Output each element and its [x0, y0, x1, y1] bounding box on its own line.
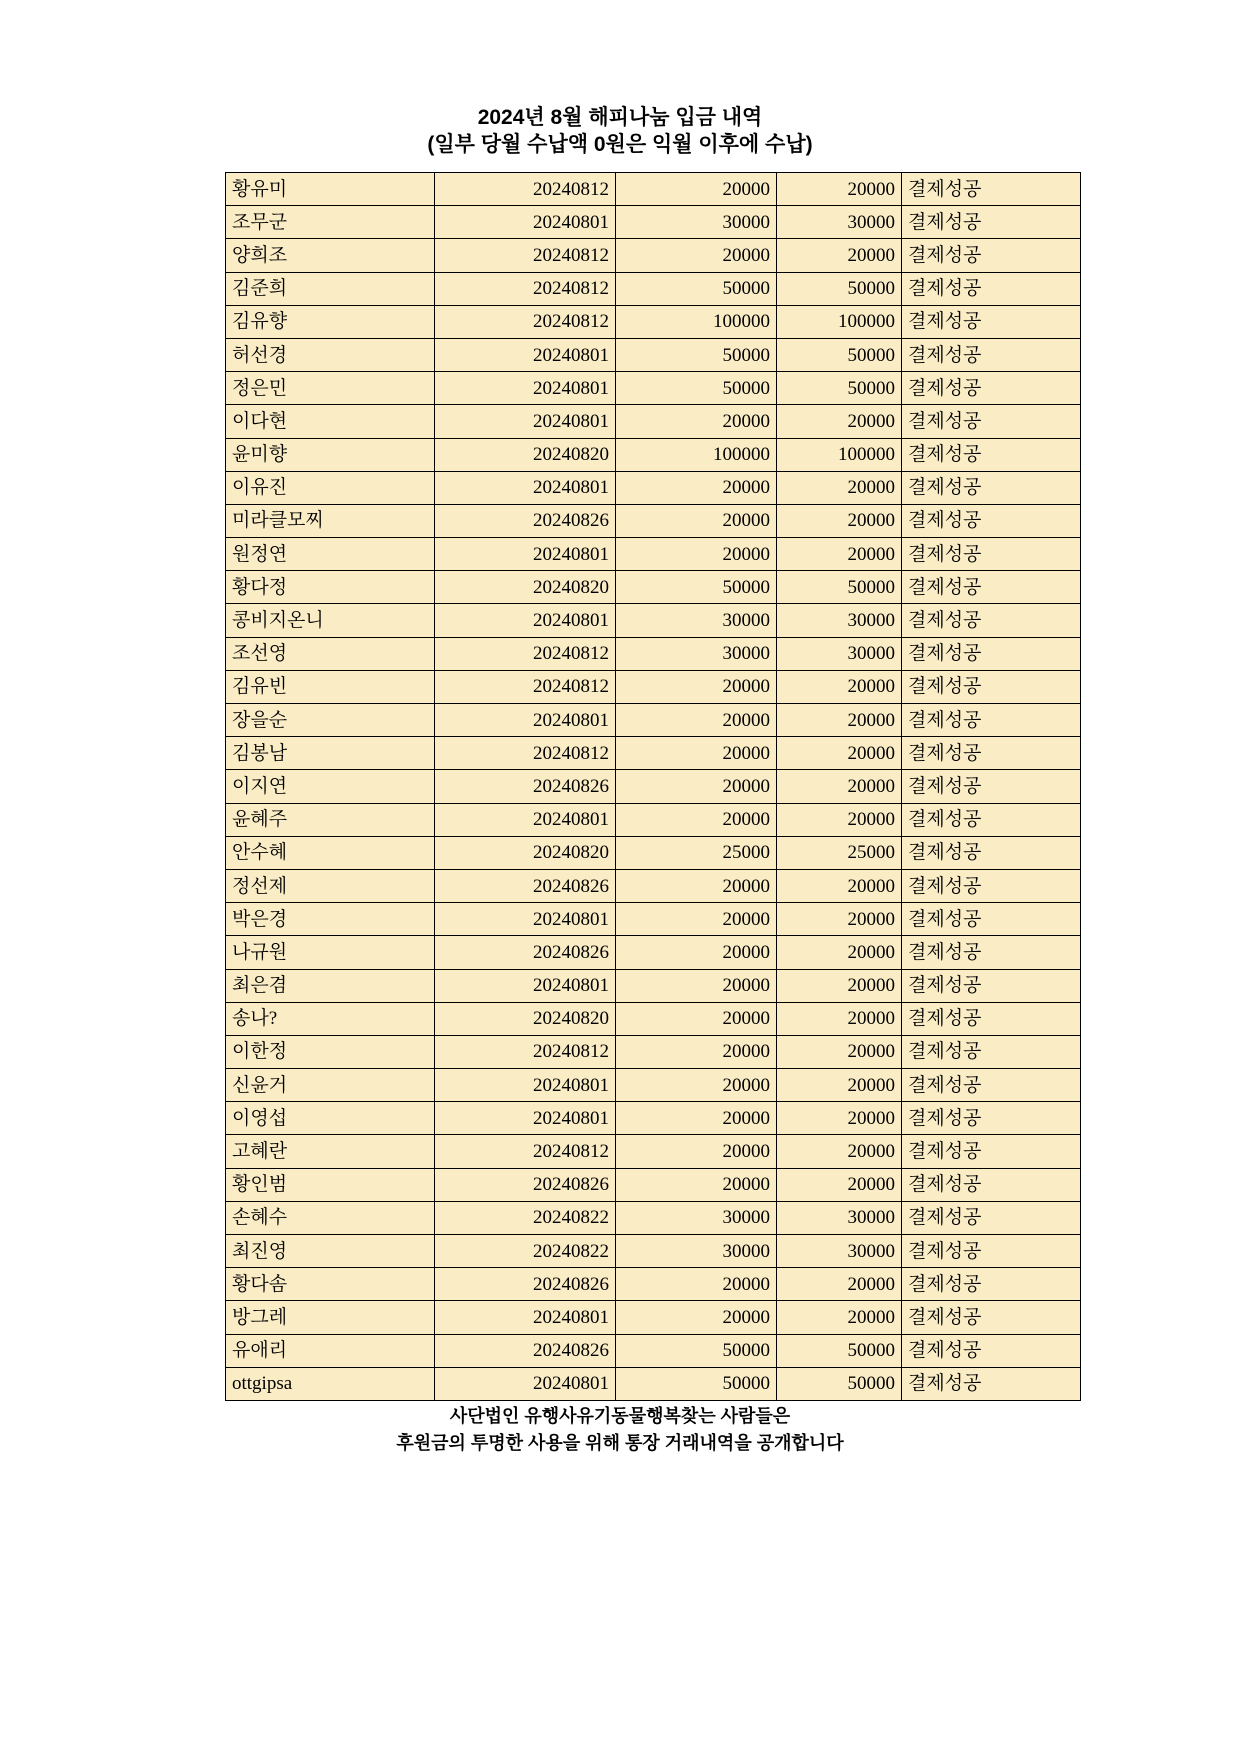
cell-payment-status: 결제성공 [902, 1268, 1081, 1301]
cell-billed-amount: 50000 [616, 272, 777, 305]
cell-paid-amount: 20000 [777, 869, 902, 902]
cell-payment-status: 결제성공 [902, 1301, 1081, 1334]
cell-paid-amount: 20000 [777, 1035, 902, 1068]
footer-organization-line: 사단법인 유행사유기동물행복찾는 사람들은 [449, 1406, 791, 1426]
cell-transaction-date: 20240826 [435, 936, 616, 969]
cell-billed-amount: 50000 [616, 372, 777, 405]
cell-billed-amount: 20000 [616, 1135, 777, 1168]
cell-donor-name: 이유진 [226, 471, 435, 504]
cell-payment-status: 결제성공 [902, 338, 1081, 371]
document-footer-block [0, 1403, 1240, 1457]
cell-donor-name: 미라클모찌 [226, 504, 435, 537]
cell-transaction-date: 20240826 [435, 1334, 616, 1367]
cell-donor-name: 김봉남 [226, 737, 435, 770]
cell-transaction-date: 20240820 [435, 1002, 616, 1035]
cell-transaction-date: 20240801 [435, 206, 616, 239]
cell-donor-name: 윤혜주 [226, 803, 435, 836]
cell-paid-amount: 50000 [777, 272, 902, 305]
table-row [226, 637, 1081, 670]
cell-billed-amount: 30000 [616, 206, 777, 239]
cell-transaction-date: 20240826 [435, 504, 616, 537]
cell-paid-amount: 50000 [777, 1367, 902, 1400]
cell-billed-amount: 20000 [616, 405, 777, 438]
cell-donor-name: 윤미향 [226, 438, 435, 471]
cell-paid-amount: 20000 [777, 405, 902, 438]
cell-payment-status: 결제성공 [902, 1002, 1081, 1035]
cell-paid-amount: 20000 [777, 903, 902, 936]
cell-donor-name: 송나? [226, 1002, 435, 1035]
cell-paid-amount: 30000 [777, 637, 902, 670]
cell-billed-amount: 30000 [616, 604, 777, 637]
cell-billed-amount: 20000 [616, 869, 777, 902]
cell-transaction-date: 20240812 [435, 637, 616, 670]
cell-donor-name: 장을순 [226, 704, 435, 737]
cell-billed-amount: 20000 [616, 1002, 777, 1035]
cell-transaction-date: 20240822 [435, 1201, 616, 1234]
cell-paid-amount: 20000 [777, 239, 902, 272]
table-row [226, 1002, 1081, 1035]
cell-paid-amount: 20000 [777, 1002, 902, 1035]
cell-transaction-date: 20240801 [435, 538, 616, 571]
cell-payment-status: 결제성공 [902, 637, 1081, 670]
cell-paid-amount: 20000 [777, 969, 902, 1002]
cell-donor-name: 나규원 [226, 936, 435, 969]
cell-payment-status: 결제성공 [902, 770, 1081, 803]
cell-paid-amount: 50000 [777, 338, 902, 371]
cell-paid-amount: 20000 [777, 538, 902, 571]
cell-donor-name: 김유빈 [226, 670, 435, 703]
cell-paid-amount: 20000 [777, 1301, 902, 1334]
cell-payment-status: 결제성공 [902, 936, 1081, 969]
cell-billed-amount: 50000 [616, 1334, 777, 1367]
cell-payment-status: 결제성공 [902, 272, 1081, 305]
cell-paid-amount: 20000 [777, 173, 902, 206]
cell-billed-amount: 20000 [616, 1168, 777, 1201]
cell-transaction-date: 20240801 [435, 1367, 616, 1400]
cell-paid-amount: 20000 [777, 936, 902, 969]
table-row [226, 1301, 1081, 1334]
table-row [226, 670, 1081, 703]
ledger-table-container [225, 172, 1015, 1401]
cell-paid-amount: 20000 [777, 471, 902, 504]
cell-donor-name: 최진영 [226, 1235, 435, 1268]
table-row [226, 1201, 1081, 1234]
cell-payment-status: 결제성공 [902, 471, 1081, 504]
cell-payment-status: 결제성공 [902, 803, 1081, 836]
cell-donor-name: 안수혜 [226, 836, 435, 869]
cell-transaction-date: 20240826 [435, 1168, 616, 1201]
cell-billed-amount: 20000 [616, 770, 777, 803]
cell-transaction-date: 20240801 [435, 1301, 616, 1334]
cell-donor-name: 이다현 [226, 405, 435, 438]
cell-donor-name: 황다솜 [226, 1268, 435, 1301]
table-row [226, 770, 1081, 803]
table-row [226, 869, 1081, 902]
cell-transaction-date: 20240820 [435, 836, 616, 869]
cell-billed-amount: 20000 [616, 670, 777, 703]
cell-paid-amount: 30000 [777, 604, 902, 637]
cell-payment-status: 결제성공 [902, 372, 1081, 405]
cell-payment-status: 결제성공 [902, 305, 1081, 338]
cell-paid-amount: 20000 [777, 670, 902, 703]
cell-donor-name: 콩비지온니 [226, 604, 435, 637]
cell-transaction-date: 20240820 [435, 438, 616, 471]
cell-payment-status: 결제성공 [902, 239, 1081, 272]
cell-paid-amount: 100000 [777, 305, 902, 338]
cell-billed-amount: 20000 [616, 239, 777, 272]
table-row [226, 604, 1081, 637]
cell-payment-status: 결제성공 [902, 1201, 1081, 1234]
cell-transaction-date: 20240801 [435, 604, 616, 637]
cell-payment-status: 결제성공 [902, 438, 1081, 471]
table-row [226, 803, 1081, 836]
cell-donor-name: 허선경 [226, 338, 435, 371]
table-row [226, 969, 1081, 1002]
cell-payment-status: 결제성공 [902, 173, 1081, 206]
cell-billed-amount: 20000 [616, 1035, 777, 1068]
table-row [226, 1334, 1081, 1367]
table-row [226, 936, 1081, 969]
cell-transaction-date: 20240826 [435, 869, 616, 902]
cell-transaction-date: 20240812 [435, 173, 616, 206]
document-title-block [0, 0, 1240, 158]
cell-billed-amount: 20000 [616, 1069, 777, 1102]
cell-billed-amount: 20000 [616, 1301, 777, 1334]
cell-paid-amount: 50000 [777, 372, 902, 405]
cell-payment-status: 결제성공 [902, 903, 1081, 936]
cell-transaction-date: 20240826 [435, 1268, 616, 1301]
table-row [226, 1069, 1081, 1102]
cell-transaction-date: 20240801 [435, 471, 616, 504]
cell-paid-amount: 50000 [777, 1334, 902, 1367]
cell-paid-amount: 30000 [777, 1201, 902, 1234]
cell-billed-amount: 20000 [616, 173, 777, 206]
cell-paid-amount: 20000 [777, 504, 902, 537]
cell-payment-status: 결제성공 [902, 1135, 1081, 1168]
cell-payment-status: 결제성공 [902, 604, 1081, 637]
cell-paid-amount: 20000 [777, 1102, 902, 1135]
cell-donor-name: 이영섭 [226, 1102, 435, 1135]
cell-billed-amount: 20000 [616, 737, 777, 770]
cell-billed-amount: 20000 [616, 803, 777, 836]
deposit-ledger-table [225, 172, 1081, 1401]
cell-billed-amount: 20000 [616, 1102, 777, 1135]
cell-donor-name: ottgipsa [226, 1367, 435, 1400]
cell-payment-status: 결제성공 [902, 538, 1081, 571]
cell-paid-amount: 50000 [777, 571, 902, 604]
footer-disclosure-line: 후원금의 투명한 사용을 위해 통장 거래내역을 공개합니다 [396, 1433, 844, 1453]
table-row [226, 704, 1081, 737]
cell-transaction-date: 20240801 [435, 372, 616, 405]
cell-donor-name: 정은민 [226, 372, 435, 405]
cell-transaction-date: 20240801 [435, 803, 616, 836]
document-title-primary: 2024년 8월 해피나눔 입금 내역 [477, 106, 763, 129]
table-row [226, 305, 1081, 338]
cell-transaction-date: 20240801 [435, 1102, 616, 1135]
cell-paid-amount: 25000 [777, 836, 902, 869]
cell-paid-amount: 20000 [777, 1069, 902, 1102]
cell-billed-amount: 20000 [616, 1268, 777, 1301]
cell-billed-amount: 30000 [616, 637, 777, 670]
table-row [226, 1367, 1081, 1400]
cell-billed-amount: 20000 [616, 471, 777, 504]
cell-billed-amount: 25000 [616, 836, 777, 869]
cell-billed-amount: 20000 [616, 936, 777, 969]
cell-payment-status: 결제성공 [902, 836, 1081, 869]
table-row [226, 471, 1081, 504]
table-row [226, 737, 1081, 770]
cell-paid-amount: 20000 [777, 770, 902, 803]
table-row [226, 1135, 1081, 1168]
cell-donor-name: 조무군 [226, 206, 435, 239]
cell-donor-name: 박은경 [226, 903, 435, 936]
cell-transaction-date: 20240801 [435, 1069, 616, 1102]
cell-billed-amount: 50000 [616, 338, 777, 371]
cell-donor-name: 방그레 [226, 1301, 435, 1334]
cell-transaction-date: 20240801 [435, 903, 616, 936]
cell-donor-name: 양희조 [226, 239, 435, 272]
cell-payment-status: 결제성공 [902, 206, 1081, 239]
cell-donor-name: 황다정 [226, 571, 435, 604]
table-row [226, 438, 1081, 471]
cell-billed-amount: 20000 [616, 969, 777, 1002]
cell-payment-status: 결제성공 [902, 1235, 1081, 1268]
table-row [226, 1235, 1081, 1268]
cell-donor-name: 김유향 [226, 305, 435, 338]
cell-donor-name: 신윤거 [226, 1069, 435, 1102]
cell-payment-status: 결제성공 [902, 704, 1081, 737]
cell-transaction-date: 20240826 [435, 770, 616, 803]
cell-payment-status: 결제성공 [902, 1035, 1081, 1068]
table-row [226, 338, 1081, 371]
cell-payment-status: 결제성공 [902, 504, 1081, 537]
cell-paid-amount: 30000 [777, 206, 902, 239]
cell-transaction-date: 20240812 [435, 239, 616, 272]
cell-donor-name: 손혜수 [226, 1201, 435, 1234]
cell-billed-amount: 100000 [616, 305, 777, 338]
cell-transaction-date: 20240801 [435, 405, 616, 438]
cell-billed-amount: 20000 [616, 504, 777, 537]
cell-paid-amount: 30000 [777, 1235, 902, 1268]
cell-payment-status: 결제성공 [902, 670, 1081, 703]
table-row [226, 1268, 1081, 1301]
table-row [226, 571, 1081, 604]
table-row [226, 1035, 1081, 1068]
cell-transaction-date: 20240820 [435, 571, 616, 604]
cell-payment-status: 결제성공 [902, 737, 1081, 770]
cell-payment-status: 결제성공 [902, 1102, 1081, 1135]
cell-billed-amount: 20000 [616, 538, 777, 571]
cell-payment-status: 결제성공 [902, 405, 1081, 438]
table-row [226, 504, 1081, 537]
cell-payment-status: 결제성공 [902, 1069, 1081, 1102]
ledger-table-body [226, 173, 1081, 1401]
cell-donor-name: 황유미 [226, 173, 435, 206]
cell-transaction-date: 20240801 [435, 338, 616, 371]
cell-billed-amount: 100000 [616, 438, 777, 471]
cell-donor-name: 정선제 [226, 869, 435, 902]
cell-payment-status: 결제성공 [902, 1168, 1081, 1201]
cell-donor-name: 이한정 [226, 1035, 435, 1068]
table-row [226, 239, 1081, 272]
table-row [226, 836, 1081, 869]
cell-donor-name: 황인범 [226, 1168, 435, 1201]
cell-paid-amount: 20000 [777, 1168, 902, 1201]
cell-billed-amount: 20000 [616, 903, 777, 936]
cell-payment-status: 결제성공 [902, 869, 1081, 902]
cell-transaction-date: 20240801 [435, 969, 616, 1002]
cell-billed-amount: 30000 [616, 1235, 777, 1268]
cell-transaction-date: 20240812 [435, 305, 616, 338]
cell-transaction-date: 20240812 [435, 737, 616, 770]
table-row [226, 272, 1081, 305]
cell-transaction-date: 20240812 [435, 1135, 616, 1168]
cell-donor-name: 김준희 [226, 272, 435, 305]
table-row [226, 206, 1081, 239]
cell-payment-status: 결제성공 [902, 571, 1081, 604]
cell-transaction-date: 20240812 [435, 272, 616, 305]
cell-billed-amount: 20000 [616, 704, 777, 737]
cell-donor-name: 원정연 [226, 538, 435, 571]
cell-transaction-date: 20240801 [435, 704, 616, 737]
table-row [226, 538, 1081, 571]
cell-paid-amount: 100000 [777, 438, 902, 471]
cell-transaction-date: 20240812 [435, 670, 616, 703]
table-row [226, 1168, 1081, 1201]
cell-billed-amount: 50000 [616, 1367, 777, 1400]
table-row [226, 372, 1081, 405]
cell-paid-amount: 20000 [777, 704, 902, 737]
cell-paid-amount: 20000 [777, 1135, 902, 1168]
cell-transaction-date: 20240822 [435, 1235, 616, 1268]
cell-payment-status: 결제성공 [902, 969, 1081, 1002]
document-title-subtitle: (일부 당월 수납액 0원은 익월 이후에 수납) [427, 133, 813, 156]
table-row [226, 405, 1081, 438]
cell-donor-name: 유애리 [226, 1334, 435, 1367]
cell-billed-amount: 50000 [616, 571, 777, 604]
cell-paid-amount: 20000 [777, 803, 902, 836]
cell-donor-name: 이지연 [226, 770, 435, 803]
cell-payment-status: 결제성공 [902, 1334, 1081, 1367]
cell-donor-name: 최은겸 [226, 969, 435, 1002]
cell-billed-amount: 30000 [616, 1201, 777, 1234]
table-row [226, 1102, 1081, 1135]
table-row [226, 173, 1081, 206]
cell-donor-name: 고혜란 [226, 1135, 435, 1168]
cell-transaction-date: 20240812 [435, 1035, 616, 1068]
cell-donor-name: 조선영 [226, 637, 435, 670]
cell-paid-amount: 20000 [777, 737, 902, 770]
cell-paid-amount: 20000 [777, 1268, 902, 1301]
table-row [226, 903, 1081, 936]
cell-payment-status: 결제성공 [902, 1367, 1081, 1400]
